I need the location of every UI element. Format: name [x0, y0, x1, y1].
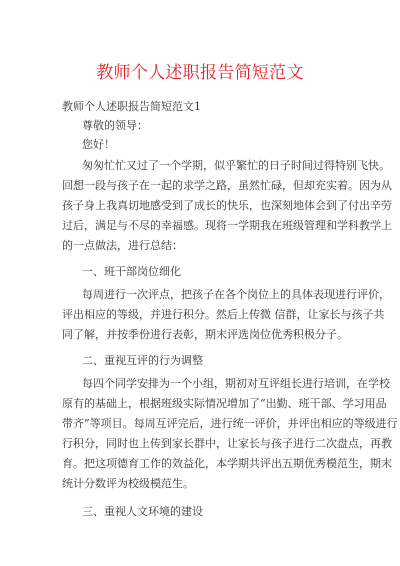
paragraph-line: 过后，满足与不尽的幸福感。现将一学期我在班级管理和学科教学上 [62, 219, 392, 232]
paragraph-line: 育。把这项德育工作的效益化，本学期共评出五期优秀模范生，期末 [62, 457, 392, 470]
document-title: 教师个人述职报告简短范文 [96, 63, 304, 83]
section-heading: 三、重视人文环境的建设 [82, 505, 203, 518]
subtitle-line: 教师个人述职报告简短范文1 [62, 100, 201, 113]
paragraph-line: 带齐”等项目。每周互评完后，进行统一评价，并评出相应的等级进行 [62, 417, 398, 430]
paragraph-line: 行积分，同时也上传到家长群中，让家长与孩子进行二次盘点，再教 [62, 437, 392, 450]
paragraph-line: 回想一段与孩子在一起的求学之路，虽然忙碌，但却充实着。因为从 [62, 179, 392, 192]
section-heading: 二、重视互评的行为调整 [82, 354, 203, 367]
section-heading: 一、班干部岗位细化 [82, 265, 181, 278]
paragraph-line: 同了解，并按季份进行表彰，期末评选岗位优秀积极分子。 [62, 328, 348, 341]
paragraph-line: 统计分数评为校级模范生。 [62, 477, 194, 490]
paragraph-line: 评出相应的等级，并进行积分。然后上传微 信群，让家长与孩子共 [62, 308, 385, 321]
paragraph-line: 的一点做法，进行总结： [62, 239, 183, 252]
paragraph-line: 孩子身上我真切地感受到了成长的快乐，也深刻地体会到了付出辛劳 [62, 199, 392, 212]
paragraph-line: 匆匆忙忙又过了一个学期，似乎繁忙的日子时间过得特别飞快。 [82, 159, 390, 172]
paragraph-line: 每四个同学安排为一个小组，期初对互评组长进行培训，在学校 [82, 377, 390, 390]
salutation-line: 尊敬的领导： [82, 119, 148, 132]
paragraph-line: 每周进行一次评点，把孩子在各个岗位上的具体表现进行评价， [82, 288, 390, 301]
paragraph-line: 原有的基础上，根据班级实际情况增加了“出勤、班干部、学习用品 [62, 397, 387, 410]
greeting-line: 您好！ [82, 138, 115, 151]
